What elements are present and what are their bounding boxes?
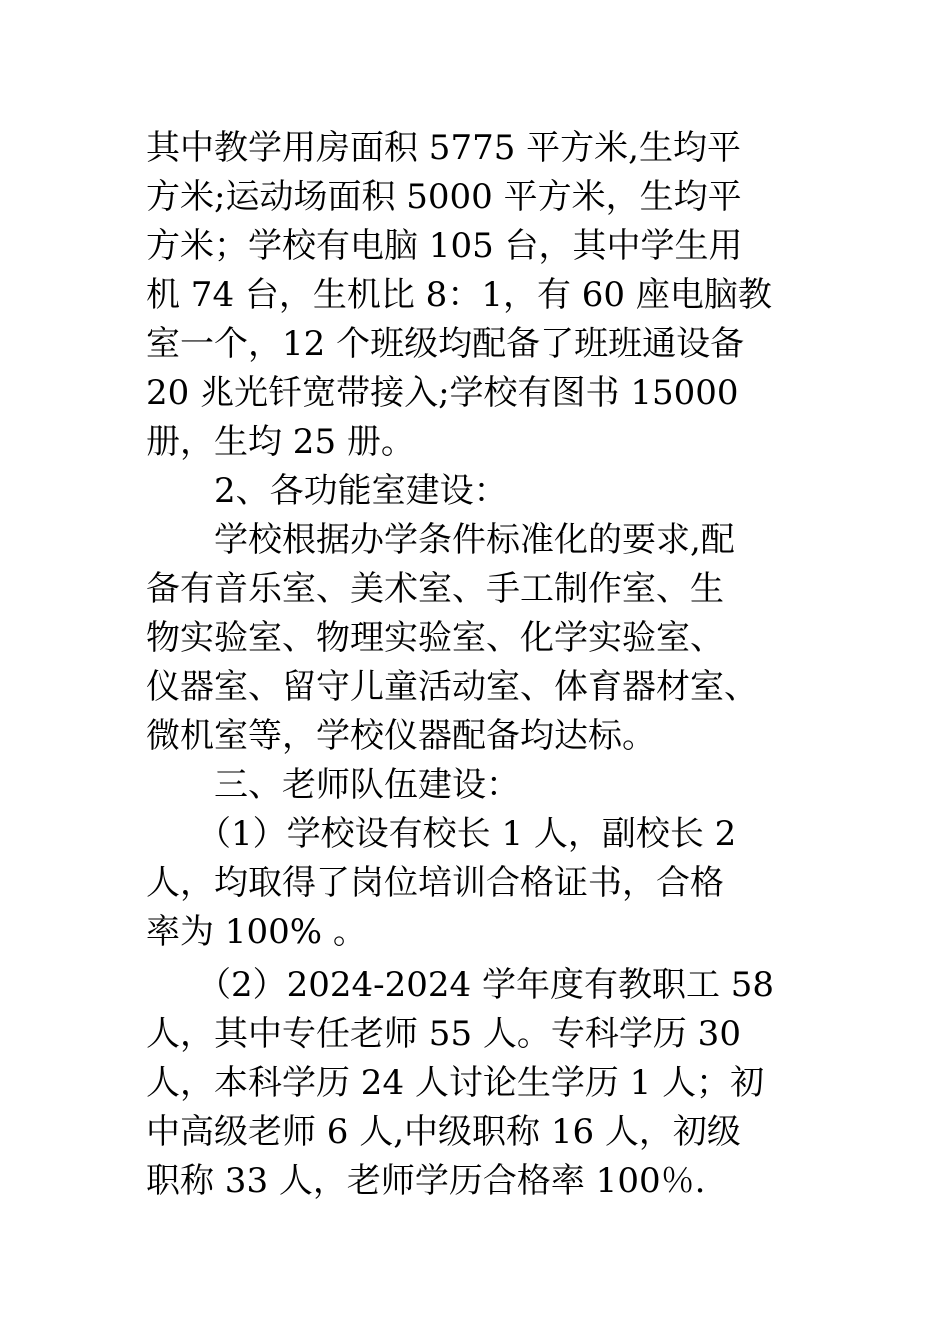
text-line: 备有音乐室、美术室、手工制作室、生 (146, 569, 724, 609)
text-line: 微机室等，学校仪器配备均达标。 (146, 716, 656, 756)
text-line: 人，其中专任老师 55 人。专科学历 30 (146, 1014, 741, 1054)
body-text (146, 124, 836, 1206)
text-line: 物实验室、物理实验室、化学实验室、 (146, 618, 724, 658)
text-line: （1）学校设有校长 1 人，副校长 2 (146, 814, 737, 854)
text-line: 人，本科学历 24 人讨论生学历 1 人；初 (146, 1063, 765, 1103)
section-heading: 2、各功能室建设： (146, 471, 508, 511)
text-line: 中高级老师 6 人,中级职称 16 人，初级 (146, 1112, 741, 1152)
text-line: 学校根据办学条件标准化的要求,配 (146, 520, 735, 560)
section-heading: 三、老师队伍建设： (146, 765, 520, 805)
text-line: （2）2024-2024 学年度有教职工 58 (146, 965, 775, 1005)
text-line: 室一个，12 个班级均配备了班班通设备 (146, 324, 745, 364)
text-line: 20 兆光钎宽带接入;学校有图书 15000 (146, 373, 739, 413)
text-line: 机 74 台，生机比 8：1，有 60 座电脑教 (146, 275, 772, 315)
text-line: 方米;运动场面积 5000 平方米，生均平 (146, 177, 742, 217)
text-line: 方米；学校有电脑 105 台，其中学生用 (146, 226, 743, 266)
text-line: 职称 33 人，老师学历合格率 100％. (146, 1161, 706, 1201)
text-line: 率为 100% 。 (146, 912, 367, 952)
text-line: 仪器室、留守儿童活动室、体育器材室、 (146, 667, 758, 707)
text-line: 人，均取得了岗位培训合格证书，合格 (146, 863, 724, 903)
text-line: 其中教学用房面积 5775 平方米,生均平 (146, 128, 741, 168)
text-line: 册，生均 25 册。 (146, 422, 415, 462)
